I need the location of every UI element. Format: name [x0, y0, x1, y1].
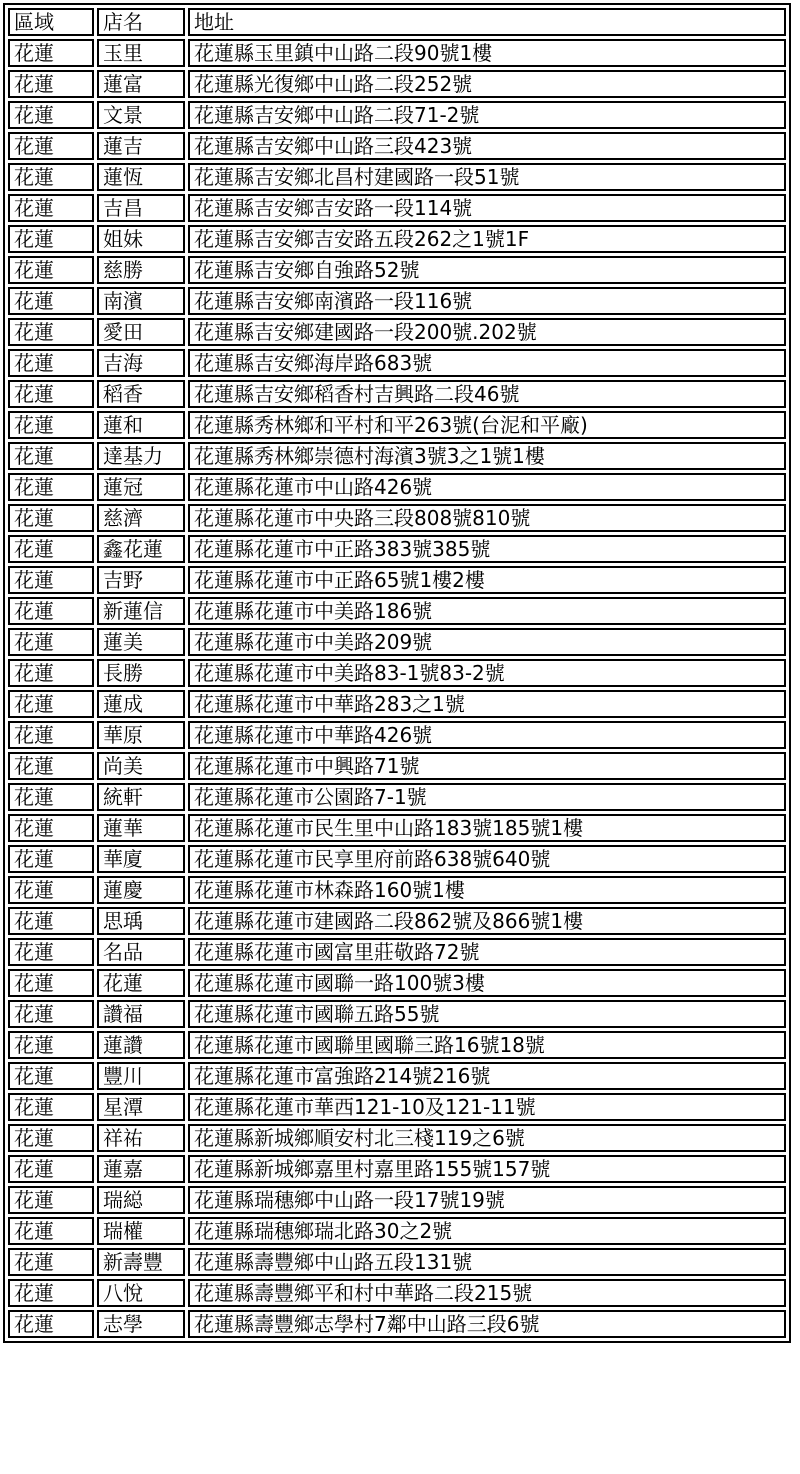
cell-region: 花蓮	[8, 752, 94, 780]
table-row	[8, 1093, 786, 1121]
cell-region: 花蓮	[8, 39, 94, 67]
header-region: 區域	[8, 8, 94, 36]
cell-region: 花蓮	[8, 1310, 94, 1338]
table-row	[8, 287, 786, 315]
cell-region: 花蓮	[8, 163, 94, 191]
cell-address: 花蓮縣吉安鄉自強路52號	[188, 256, 786, 284]
cell-address: 花蓮縣新城鄉順安村北三棧119之6號	[188, 1124, 786, 1152]
cell-address: 花蓮縣吉安鄉吉安路五段262之1號1F	[188, 225, 786, 253]
cell-address: 花蓮縣花蓮市中美路186號	[188, 597, 786, 625]
table-row	[8, 907, 786, 935]
table-row	[8, 473, 786, 501]
table-row	[8, 101, 786, 129]
cell-region: 花蓮	[8, 442, 94, 470]
cell-store-name: 星潭	[97, 1093, 185, 1121]
cell-store-name: 達基力	[97, 442, 185, 470]
table-row	[8, 256, 786, 284]
cell-store-name: 讚福	[97, 1000, 185, 1028]
cell-address: 花蓮縣吉安鄉中山路二段71-2號	[188, 101, 786, 129]
cell-region: 花蓮	[8, 1031, 94, 1059]
cell-store-name: 尚美	[97, 752, 185, 780]
cell-region: 花蓮	[8, 566, 94, 594]
store-table	[3, 3, 791, 1343]
cell-address: 花蓮縣花蓮市民生里中山路183號185號1樓	[188, 814, 786, 842]
cell-region: 花蓮	[8, 380, 94, 408]
cell-store-name: 華原	[97, 721, 185, 749]
table-row	[8, 70, 786, 98]
cell-address: 花蓮縣壽豐鄉平和村中華路二段215號	[188, 1279, 786, 1307]
cell-address: 花蓮縣光復鄉中山路二段252號	[188, 70, 786, 98]
cell-address: 花蓮縣花蓮市建國路二段862號及866號1樓	[188, 907, 786, 935]
table-row	[8, 1062, 786, 1090]
cell-region: 花蓮	[8, 628, 94, 656]
cell-store-name: 新壽豐	[97, 1248, 185, 1276]
cell-store-name: 瑞縂	[97, 1186, 185, 1214]
cell-address: 花蓮縣花蓮市林森路160號1樓	[188, 876, 786, 904]
cell-address: 花蓮縣吉安鄉中山路三段423號	[188, 132, 786, 160]
cell-address: 花蓮縣秀林鄉和平村和平263號(台泥和平廠)	[188, 411, 786, 439]
cell-region: 花蓮	[8, 783, 94, 811]
table-row	[8, 1248, 786, 1276]
cell-store-name: 蓮恆	[97, 163, 185, 191]
cell-store-name: 華廈	[97, 845, 185, 873]
cell-store-name: 志學	[97, 1310, 185, 1338]
cell-region: 花蓮	[8, 411, 94, 439]
cell-store-name: 統軒	[97, 783, 185, 811]
cell-region: 花蓮	[8, 938, 94, 966]
table-row	[8, 1217, 786, 1245]
table-row	[8, 659, 786, 687]
cell-address: 花蓮縣壽豐鄉志學村7鄰中山路三段6號	[188, 1310, 786, 1338]
cell-region: 花蓮	[8, 132, 94, 160]
cell-store-name: 蓮冠	[97, 473, 185, 501]
cell-address: 花蓮縣花蓮市中央路三段808號810號	[188, 504, 786, 532]
table-row	[8, 442, 786, 470]
cell-store-name: 慈勝	[97, 256, 185, 284]
cell-address: 花蓮縣吉安鄉南濱路一段116號	[188, 287, 786, 315]
table-row	[8, 411, 786, 439]
cell-region: 花蓮	[8, 969, 94, 997]
cell-address: 花蓮縣花蓮市中華路426號	[188, 721, 786, 749]
cell-address: 花蓮縣花蓮市國聯一路100號3樓	[188, 969, 786, 997]
cell-store-name: 長勝	[97, 659, 185, 687]
header-name: 店名	[97, 8, 185, 36]
cell-region: 花蓮	[8, 1217, 94, 1245]
cell-store-name: 豐川	[97, 1062, 185, 1090]
cell-address: 花蓮縣吉安鄉北昌村建國路一段51號	[188, 163, 786, 191]
cell-store-name: 文景	[97, 101, 185, 129]
table-row	[8, 938, 786, 966]
cell-region: 花蓮	[8, 535, 94, 563]
cell-store-name: 名品	[97, 938, 185, 966]
cell-address: 花蓮縣吉安鄉海岸路683號	[188, 349, 786, 377]
table-row	[8, 814, 786, 842]
table-row	[8, 163, 786, 191]
cell-region: 花蓮	[8, 1248, 94, 1276]
cell-region: 花蓮	[8, 907, 94, 935]
cell-store-name: 八悅	[97, 1279, 185, 1307]
cell-address: 花蓮縣花蓮市華西121-10及121-11號	[188, 1093, 786, 1121]
cell-address: 花蓮縣花蓮市富強路214號216號	[188, 1062, 786, 1090]
cell-region: 花蓮	[8, 659, 94, 687]
table-row	[8, 1279, 786, 1307]
cell-region: 花蓮	[8, 1279, 94, 1307]
cell-region: 花蓮	[8, 101, 94, 129]
header-row	[8, 8, 786, 36]
cell-region: 花蓮	[8, 1062, 94, 1090]
cell-region: 花蓮	[8, 1186, 94, 1214]
cell-store-name: 愛田	[97, 318, 185, 346]
table-row	[8, 349, 786, 377]
table-row	[8, 225, 786, 253]
header-address: 地址	[188, 8, 786, 36]
cell-store-name: 南濱	[97, 287, 185, 315]
cell-address: 花蓮縣吉安鄉稻香村吉興路二段46號	[188, 380, 786, 408]
table-row	[8, 39, 786, 67]
cell-store-name: 吉野	[97, 566, 185, 594]
cell-store-name: 蓮成	[97, 690, 185, 718]
table-row	[8, 1155, 786, 1183]
cell-address: 花蓮縣吉安鄉建國路一段200號.202號	[188, 318, 786, 346]
cell-store-name: 祥祐	[97, 1124, 185, 1152]
table-row	[8, 1000, 786, 1028]
cell-store-name: 蓮嘉	[97, 1155, 185, 1183]
cell-address: 花蓮縣花蓮市中正路383號385號	[188, 535, 786, 563]
cell-address: 花蓮縣花蓮市中山路426號	[188, 473, 786, 501]
cell-store-name: 瑞權	[97, 1217, 185, 1245]
cell-address: 花蓮縣花蓮市公園路7-1號	[188, 783, 786, 811]
table-row	[8, 597, 786, 625]
cell-region: 花蓮	[8, 256, 94, 284]
cell-address: 花蓮縣花蓮市中華路283之1號	[188, 690, 786, 718]
cell-store-name: 蓮華	[97, 814, 185, 842]
table-row	[8, 721, 786, 749]
cell-region: 花蓮	[8, 349, 94, 377]
cell-store-name: 蓮吉	[97, 132, 185, 160]
cell-store-name: 蓮富	[97, 70, 185, 98]
cell-store-name: 花蓮	[97, 969, 185, 997]
cell-store-name: 姐妹	[97, 225, 185, 253]
table-row	[8, 194, 786, 222]
cell-store-name: 思瑀	[97, 907, 185, 935]
cell-region: 花蓮	[8, 721, 94, 749]
cell-address: 花蓮縣花蓮市中興路71號	[188, 752, 786, 780]
table-row	[8, 876, 786, 904]
table-row	[8, 380, 786, 408]
table-row	[8, 132, 786, 160]
table-row	[8, 504, 786, 532]
table-row	[8, 566, 786, 594]
table-row	[8, 318, 786, 346]
cell-store-name: 吉海	[97, 349, 185, 377]
cell-region: 花蓮	[8, 597, 94, 625]
cell-region: 花蓮	[8, 194, 94, 222]
cell-store-name: 蓮美	[97, 628, 185, 656]
table-body	[8, 39, 786, 1338]
cell-address: 花蓮縣秀林鄉崇德村海濱3號3之1號1樓	[188, 442, 786, 470]
cell-region: 花蓮	[8, 70, 94, 98]
cell-address: 花蓮縣花蓮市中正路65號1樓2樓	[188, 566, 786, 594]
cell-address: 花蓮縣新城鄉嘉里村嘉里路155號157號	[188, 1155, 786, 1183]
cell-region: 花蓮	[8, 1093, 94, 1121]
table-row	[8, 783, 786, 811]
cell-region: 花蓮	[8, 318, 94, 346]
cell-store-name: 蓮讚	[97, 1031, 185, 1059]
cell-region: 花蓮	[8, 225, 94, 253]
table-row	[8, 1124, 786, 1152]
cell-region: 花蓮	[8, 504, 94, 532]
cell-address: 花蓮縣瑞穗鄉中山路一段17號19號	[188, 1186, 786, 1214]
table-row	[8, 690, 786, 718]
cell-store-name: 鑫花蓮	[97, 535, 185, 563]
cell-region: 花蓮	[8, 845, 94, 873]
cell-address: 花蓮縣花蓮市國富里莊敬路72號	[188, 938, 786, 966]
cell-store-name: 玉里	[97, 39, 185, 67]
cell-store-name: 蓮和	[97, 411, 185, 439]
cell-store-name: 慈濟	[97, 504, 185, 532]
cell-address: 花蓮縣花蓮市中美路209號	[188, 628, 786, 656]
cell-region: 花蓮	[8, 287, 94, 315]
table-row	[8, 969, 786, 997]
cell-store-name: 新蓮信	[97, 597, 185, 625]
cell-region: 花蓮	[8, 876, 94, 904]
cell-region: 花蓮	[8, 690, 94, 718]
table-row	[8, 752, 786, 780]
cell-address: 花蓮縣花蓮市國聯五路55號	[188, 1000, 786, 1028]
cell-store-name: 稻香	[97, 380, 185, 408]
cell-address: 花蓮縣花蓮市中美路83-1號83-2號	[188, 659, 786, 687]
table-row	[8, 1031, 786, 1059]
cell-address: 花蓮縣花蓮市國聯里國聯三路16號18號	[188, 1031, 786, 1059]
table-row	[8, 535, 786, 563]
cell-address: 花蓮縣花蓮市民享里府前路638號640號	[188, 845, 786, 873]
cell-region: 花蓮	[8, 1124, 94, 1152]
cell-address: 花蓮縣壽豐鄉中山路五段131號	[188, 1248, 786, 1276]
cell-store-name: 吉昌	[97, 194, 185, 222]
cell-address: 花蓮縣瑞穗鄉瑞北路30之2號	[188, 1217, 786, 1245]
table-row	[8, 628, 786, 656]
cell-region: 花蓮	[8, 1000, 94, 1028]
table-row	[8, 1186, 786, 1214]
cell-region: 花蓮	[8, 473, 94, 501]
cell-address: 花蓮縣玉里鎮中山路二段90號1樓	[188, 39, 786, 67]
table-row	[8, 845, 786, 873]
table-row	[8, 1310, 786, 1338]
cell-region: 花蓮	[8, 1155, 94, 1183]
cell-region: 花蓮	[8, 814, 94, 842]
cell-store-name: 蓮慶	[97, 876, 185, 904]
cell-address: 花蓮縣吉安鄉吉安路一段114號	[188, 194, 786, 222]
